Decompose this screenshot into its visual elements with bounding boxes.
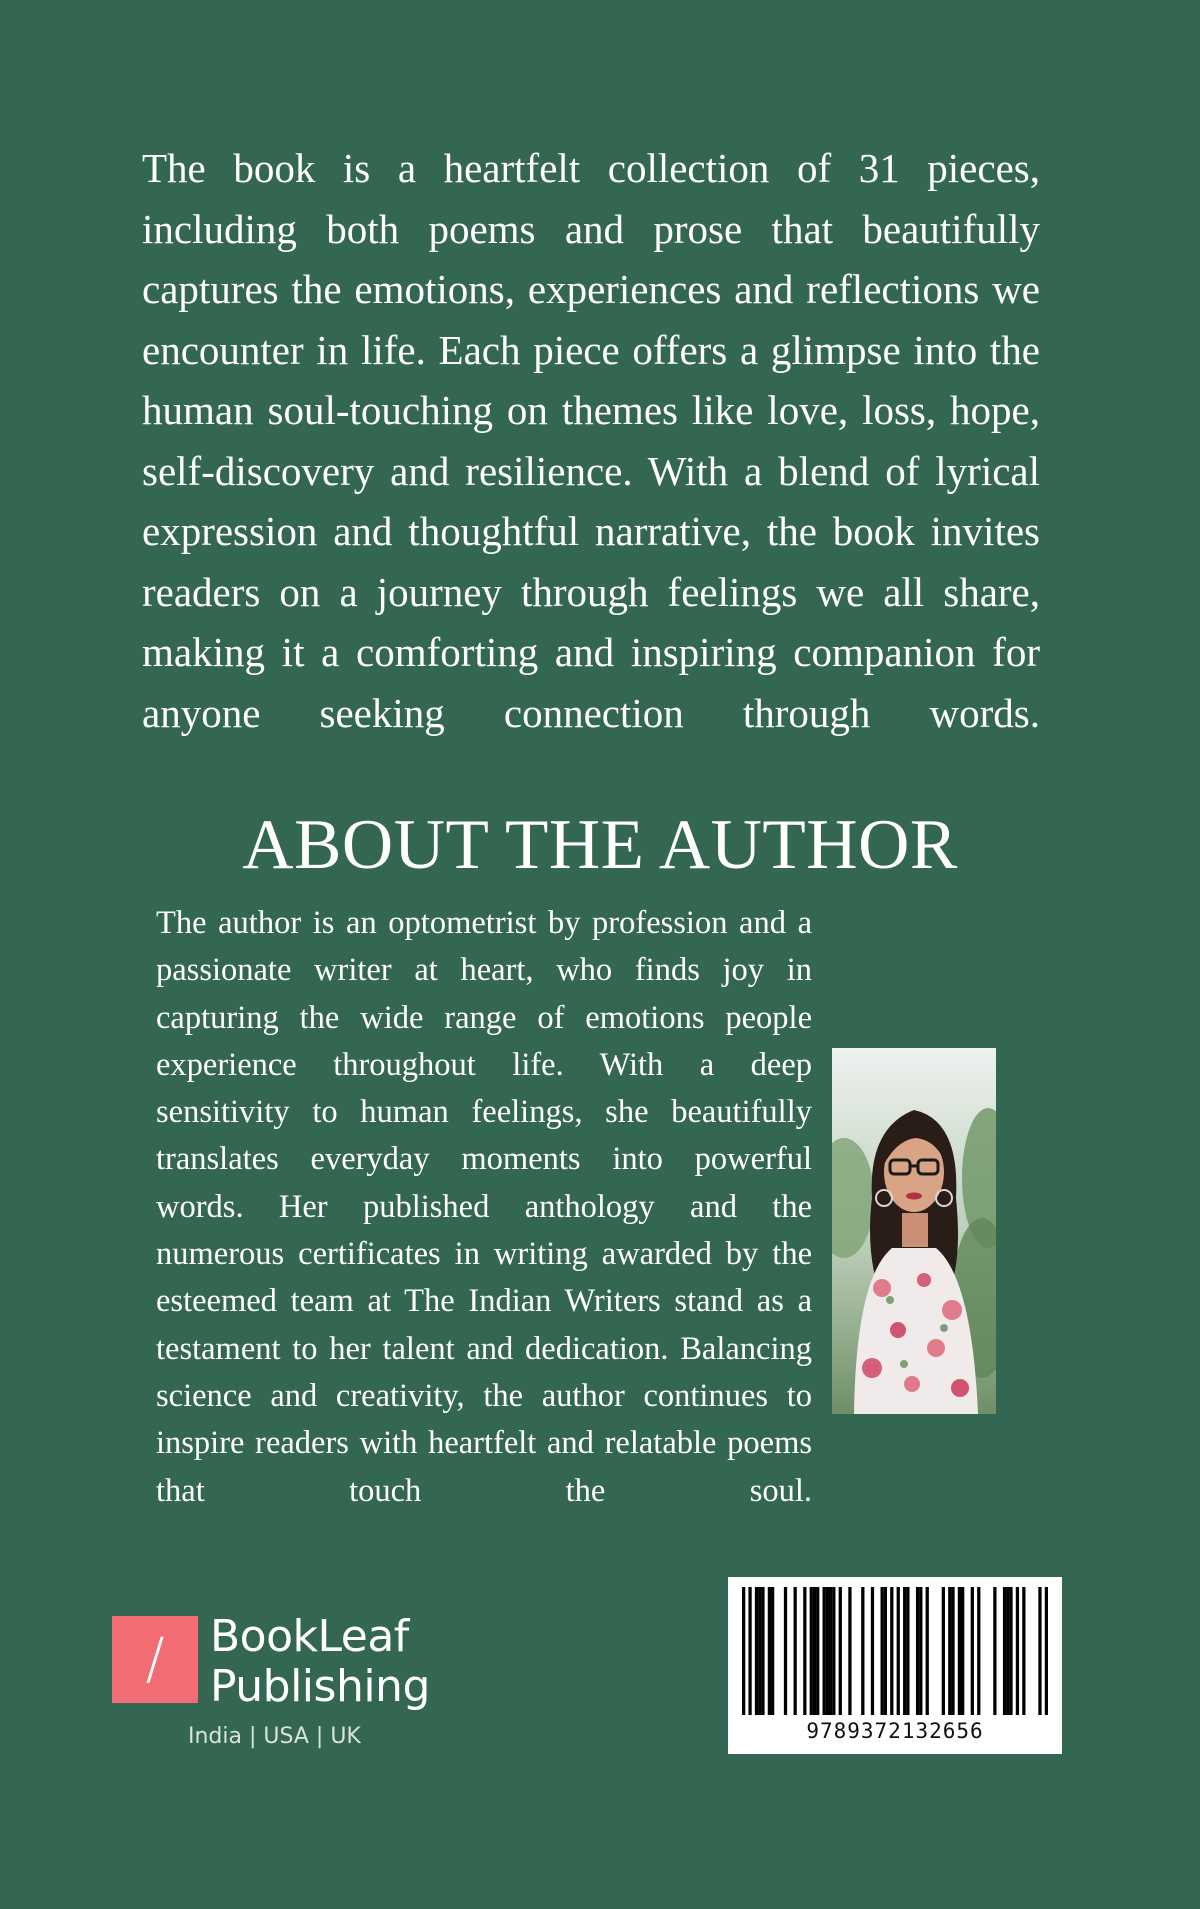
barcode-bar [768,1587,771,1715]
barcode-bar [884,1587,887,1715]
barcode-bar [748,1587,751,1715]
barcode-bar [926,1587,929,1715]
barcode-bar [961,1587,964,1715]
barcode-bar [942,1587,945,1715]
barcode-bar [810,1587,813,1715]
barcode-bar [1045,1587,1048,1715]
barcode-bar [755,1587,758,1715]
barcode-bar [771,1587,774,1715]
barcode-bar [816,1587,819,1715]
barcode-bar [861,1587,864,1715]
publisher-mark: / [112,1616,198,1703]
barcode-bar [871,1587,874,1715]
barcode-bar [826,1587,829,1715]
publisher-regions: India | USA | UK [188,1724,361,1749]
barcode-bar [916,1587,919,1715]
barcode-bar [1006,1587,1009,1715]
barcode-bar [813,1587,816,1715]
barcode-bar [971,1587,974,1715]
barcode-bar [890,1587,893,1715]
barcode-bar [794,1587,797,1715]
barcode-bar [839,1587,842,1715]
barcode-bar [906,1587,909,1715]
isbn-number: 9789372132656 [806,1719,984,1743]
book-blurb: The book is a heartfelt collection of 31 pieces, including both poems and prose that beautifully captures the emotions, experiences and reflections we encounter in life. Each piece offers a glimpse into the human soul-touching on themes like love, loss, hope, self-discovery and resilience. With a blend of lyrical expression and thoughtful narrative, the book invites readers on a journey through feelings we all share, making it a comforting and inspiring companion for anyone seeking connection through words. [142,145,1040,736]
barcode-bar [1009,1587,1012,1715]
barcode-bar [897,1587,900,1715]
barcode-bar [829,1587,832,1715]
barcode-bar [1003,1587,1006,1715]
barcode-bar [881,1587,884,1715]
barcode-bar [784,1587,787,1715]
barcode-bar [993,1587,996,1715]
barcode-bar [948,1587,951,1715]
author-bio: The author is an optometrist by profession and a passionate writer at heart, who finds joy in capturing the wide range of emotions people experience throughout life. With a deep sensitivity to human feelings, she beautifully translates everyday moments into powerful words. Her published anthology and the numerous certificates in writing awarded by the esteemed team at The Indian Writers stand as a testament to her talent and dedication. Balancing science and creativity, the author continues to inspire readers with heartfelt and relatable poems that touch the soul. [156,905,812,1509]
publisher-name-line1: BookLeaf [210,1611,409,1662]
barcode-bar [977,1587,980,1715]
barcode-bar [758,1587,761,1715]
barcode-bar [903,1587,906,1715]
barcode-bar [1038,1587,1041,1715]
barcode-bar [919,1587,922,1715]
publisher-logo [112,1612,452,1752]
barcode-bar [823,1587,826,1715]
barcode-bar [1016,1587,1019,1715]
barcode-bar [958,1587,961,1715]
about-author-heading: ABOUT THE AUTHOR [242,806,958,884]
barcode-bar [848,1587,851,1715]
barcode-bar [832,1587,835,1715]
isbn-barcode [728,1577,1062,1754]
barcode-bar [951,1587,954,1715]
barcode-bars [742,1587,1048,1715]
barcode-bar [1022,1587,1025,1715]
barcode-bar [742,1587,745,1715]
barcode-bar [803,1587,806,1715]
publisher-name-line2: Publishing [210,1661,430,1712]
author-photo [832,1048,996,1414]
barcode-bar [761,1587,764,1715]
publisher-name [210,1612,430,1712]
